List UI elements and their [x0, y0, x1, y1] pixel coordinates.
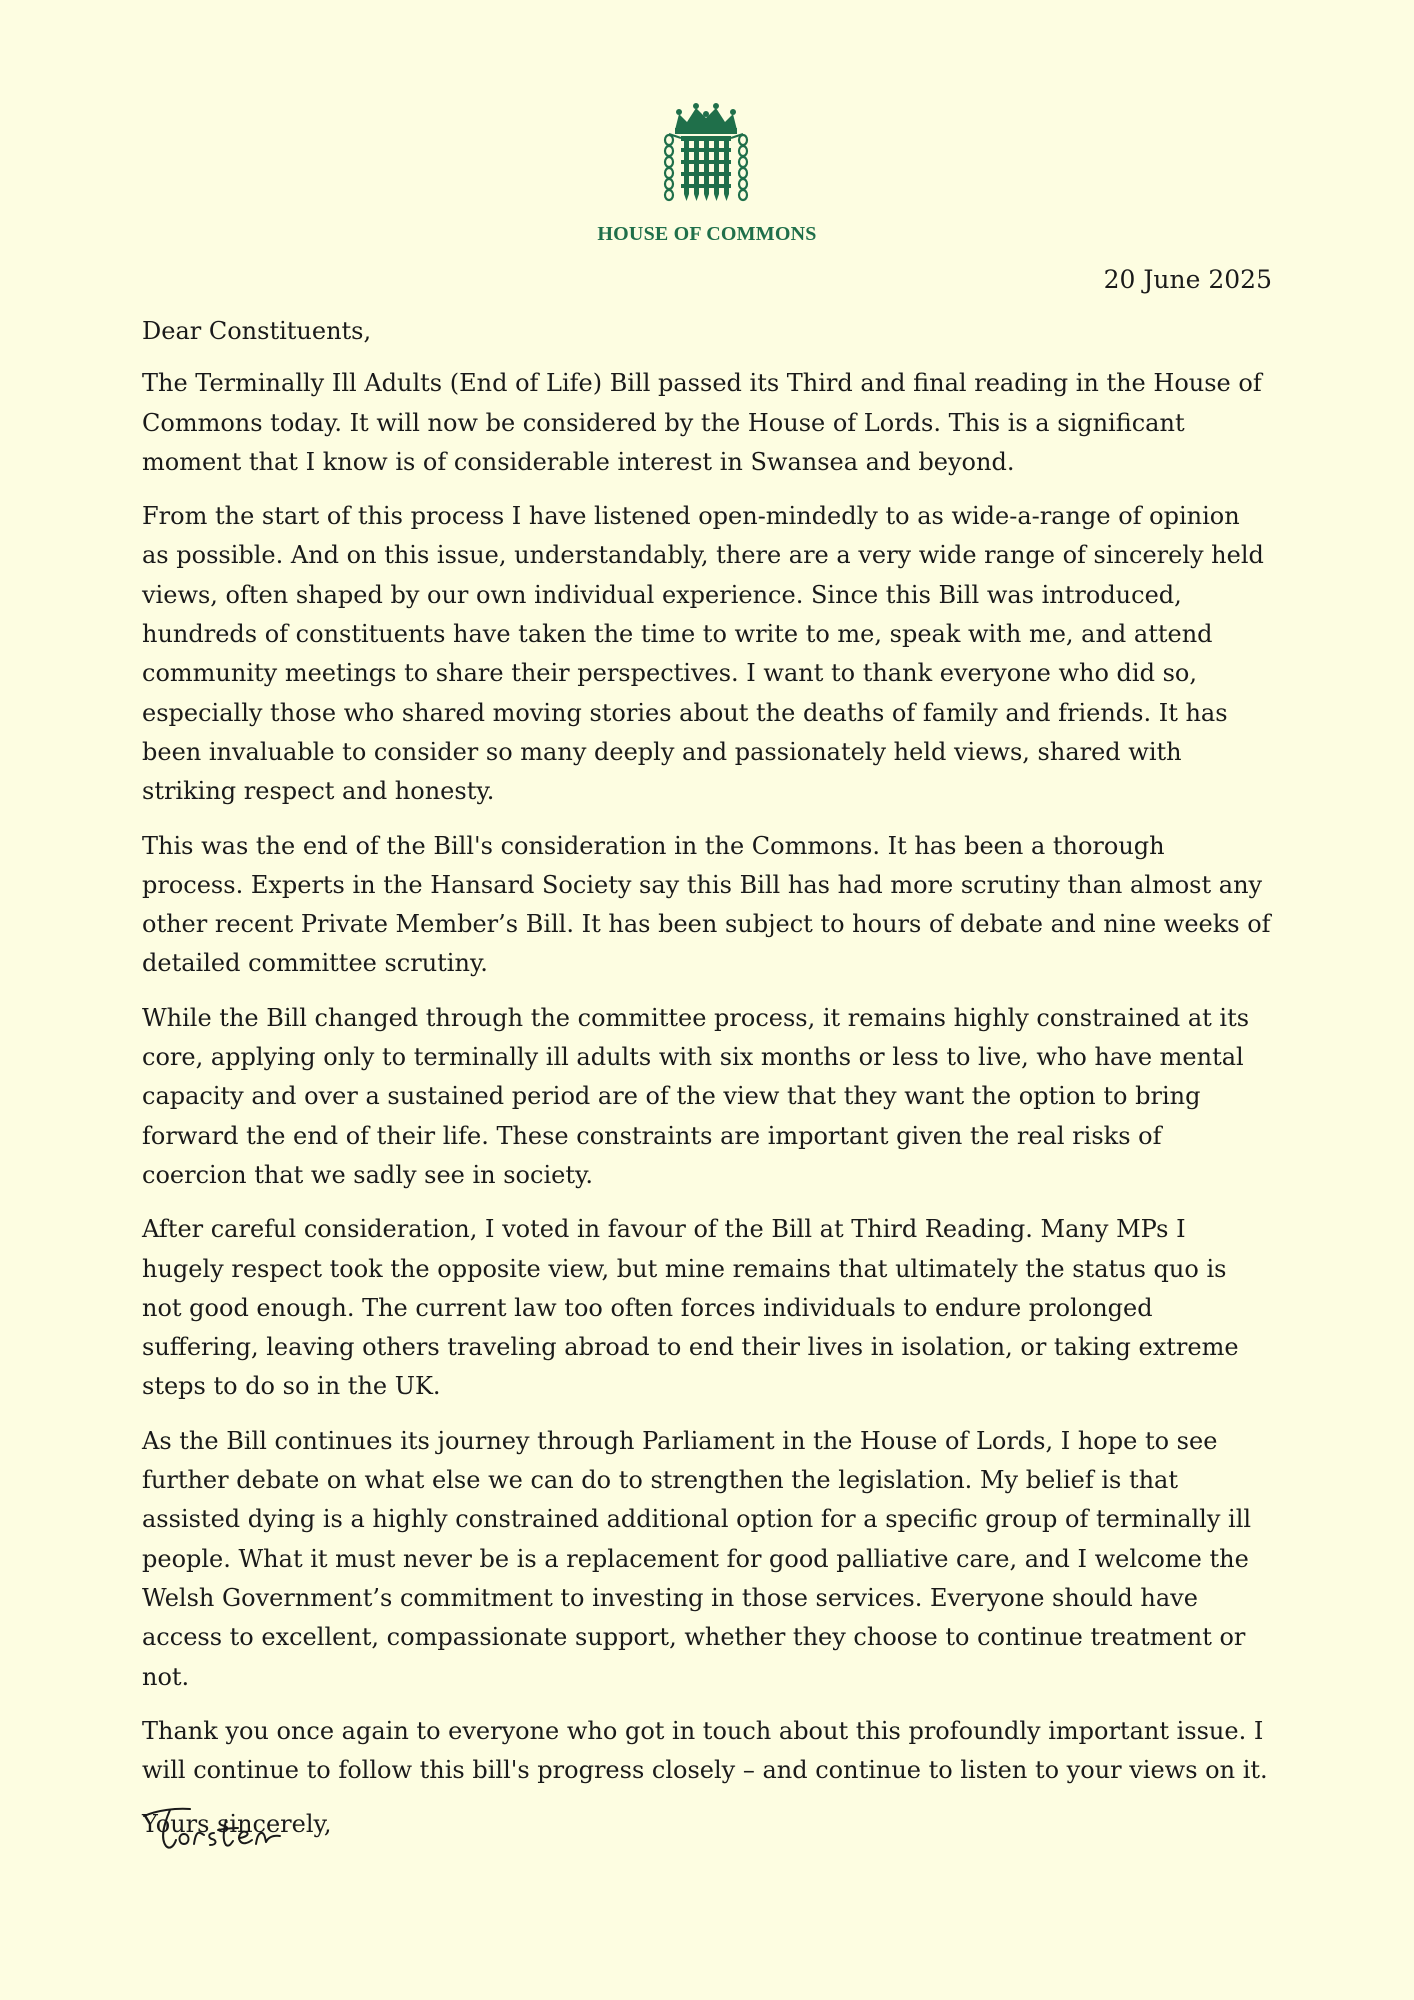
portcullis-crest-icon	[661, 102, 751, 208]
paragraph: While the Bill changed through the committee process, it remains highly constrained at its core, applying only to terminally ill adults with six months or less to live, who have mental capacity and over a sustained period are of the view that they want the option to bring forward the end of their life. These constraints are important given the real risks of coercion that we sadly see in society.	[142, 1003, 1250, 1189]
letter-date: 20 June 2025	[1103, 265, 1272, 294]
paragraph: After careful consideration, I voted in favour of the Bill at Third Reading. Many MPs I hugely respect took the opposite view, but mine remains that ultimately the status quo is not good enough. The current law too often forces individuals to endure prolonged suffering, leaving others traveling abroad to end their lives in isolation, or taking extreme steps to do so in the UK.	[142, 1215, 1239, 1401]
paragraph: The Terminally Ill Adults (End of Life) Bill passed its Third and final reading in the House of Commons today. It will now be considered by the House of Lords. This is a significant moment that I know is of considerable interest in Swansea and beyond.	[142, 369, 1262, 476]
salutation: Dear Constituents,	[142, 317, 372, 345]
paragraph: From the start of this process I have listened open-mindedly to as wide-a-range of opinion as possible. And on this issue, understandably, there are a very wide range of sincerely held views, often shaped by our own individual experience. Since this Bill was introduced, hundreds of constituents have taken the time to write to me, speak with me, and attend community meetings to share their perspectives. I want to thank everyone who did so, especially those who shared moving stories about the deaths of family and friends. It has been invaluable to consider so many deeply and passionately held views, shared with striking respect and honesty.	[142, 502, 1264, 806]
letter-body	[142, 312, 1272, 1860]
handwritten-signature-icon	[140, 1800, 290, 1860]
closing: Yours sincerely,	[142, 1810, 332, 1839]
paragraph: Thank you once again to everyone who got in touch about this profoundly important issue. I will continue to follow this bill's progress closely – and continue to listen to your views on it.	[142, 1716, 1268, 1785]
paragraph: As the Bill continues its journey through Parliament in the House of Lords, I hope to see further debate on what else we can do to strengthen the legislation. My belief is that assisted dying is a highly constrained additional option for a specific group of terminally ill people. What it must never be is a replacement for good palliative care, and I welcome the Welsh Government’s commitment to investing in those services. Everyone should have access to excellent, compassionate support, whether they choose to continue treatment or not.	[142, 1426, 1252, 1691]
paragraph: This was the end of the Bill's consideration in the Commons. It has been a thorough process. Experts in the Hansard Society say this Bill has had more scrutiny than almost any other recent Private Member’s Bill. It has been subject to hours of debate and nine weeks of detailed committee scrutiny.	[142, 831, 1271, 978]
letterhead-institution: HOUSE OF COMMONS	[597, 223, 817, 245]
